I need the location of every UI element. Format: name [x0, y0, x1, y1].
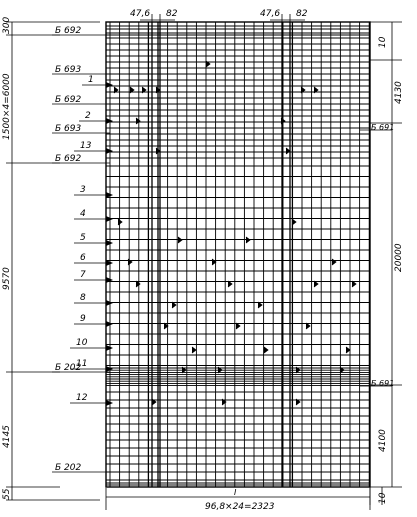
position-number: 4: [80, 209, 86, 219]
left-labels: [55, 26, 81, 473]
dim-4130: 4130: [394, 81, 404, 104]
leader-arrow: [106, 261, 112, 266]
leader-arrow: [106, 217, 112, 222]
dim-4145: 4145: [2, 425, 12, 448]
leader-arrow: [106, 401, 112, 406]
left-label-b692-low: Б 692: [55, 154, 82, 164]
leader-arrow: [106, 149, 112, 154]
position-number: 8: [80, 293, 86, 303]
dim-9570: 9570: [2, 267, 12, 290]
left-label-b693-a: Б 693: [55, 65, 82, 75]
bar-marker: [346, 347, 350, 353]
position-number: 13: [80, 141, 92, 151]
position-number: 3: [80, 185, 86, 195]
leader-arrow: [106, 241, 112, 246]
position-number: 2: [85, 111, 91, 121]
left-label-b692-mid: Б 692: [55, 95, 82, 105]
leader-arrow: [106, 346, 112, 351]
left-label-b202-b: Б 202: [55, 463, 82, 473]
dim-82-left: 82: [166, 9, 178, 19]
dim-96-8x24: 96,8×24=2323: [205, 502, 275, 512]
left-dimension-lines: [6, 22, 100, 500]
bottom-tick-mark: I: [234, 488, 237, 497]
bar-marker: [332, 259, 336, 265]
position-number: 9: [80, 314, 86, 324]
bar-marker: [128, 259, 132, 265]
position-number: 5: [80, 233, 86, 243]
leader-arrow: [106, 322, 112, 327]
dim-55: 55: [2, 488, 12, 500]
position-number: 10: [76, 338, 88, 348]
dim-10-bottom: 10: [378, 492, 388, 504]
bar-marker: [192, 347, 196, 353]
leader-arrow: [106, 119, 112, 124]
left-label-b692-top: Б 692: [55, 26, 82, 36]
bar-marker: [264, 347, 268, 353]
bar-marker: [246, 237, 250, 243]
dim-1500x4: 1500×4=6000: [2, 73, 12, 140]
bar-marker: [178, 237, 182, 243]
position-number: 11: [76, 359, 88, 369]
bar-marker: [136, 118, 140, 124]
position-number: 12: [76, 393, 88, 403]
label-b691-lower: Б 691: [371, 379, 395, 388]
dim-300: 300: [2, 16, 12, 34]
leader-arrow: [106, 193, 112, 198]
left-label-b693-b: Б 693: [55, 124, 82, 134]
position-number: 7: [80, 270, 86, 280]
dim-47-6-left: 47,6: [130, 9, 151, 19]
bar-marker: [292, 219, 296, 225]
leader-arrow: [106, 301, 112, 306]
dim-82-right: 82: [296, 9, 308, 19]
left-label-b202-a: Б 202: [55, 363, 82, 373]
dim-4100: 4100: [378, 429, 388, 452]
reinforcement-mesh: [106, 22, 370, 487]
position-number: 6: [80, 253, 86, 263]
position-number: 1: [88, 75, 94, 85]
label-b691-upper: Б 691: [371, 123, 395, 132]
leader-arrow: [106, 83, 112, 88]
dim-10-top: 10: [378, 36, 388, 48]
leader-arrow: [106, 367, 112, 372]
dim-20000: 20000: [394, 243, 404, 272]
dim-47-6-right: 47,6: [260, 9, 281, 19]
